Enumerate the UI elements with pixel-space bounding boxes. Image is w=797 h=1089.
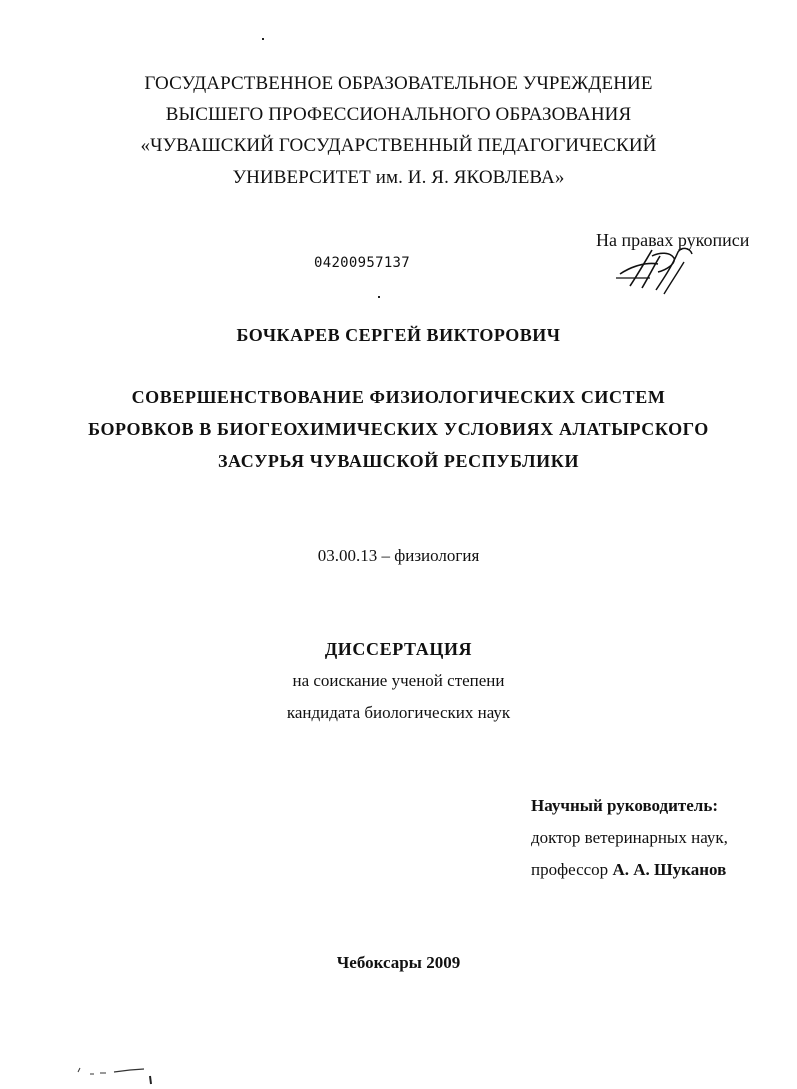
handwritten-signature <box>612 244 702 300</box>
dissertation-type: ДИССЕРТАЦИЯ <box>324 639 473 659</box>
author-name: БОЧКАРЕВ СЕРГЕЙ ВИКТОРОВИЧ <box>236 325 561 345</box>
title-line-1: СОВЕРШЕНСТВОВАНИЕ ФИЗИОЛОГИЧЕСКИХ СИСТЕМ <box>131 387 666 407</box>
archive-number: 04200957137 <box>314 255 411 271</box>
supervisor-rank: профессор <box>531 860 609 879</box>
place-and-year: Чебоксары 2009 <box>336 953 461 972</box>
title-line-2: БОРОВКОВ В БИОГЕОХИМИЧЕСКИХ УСЛОВИЯХ АЛАТЫРСКОГО <box>88 419 709 439</box>
supervisor-degree: доктор ветеринарных наук, <box>531 828 728 847</box>
institution-line-3: «ЧУВАШСКИЙ ГОСУДАРСТВЕННЫЙ ПЕДАГОГИЧЕСКИЙ <box>140 135 657 156</box>
scan-artifact <box>70 1062 170 1086</box>
institution-line-2: ВЫСШЕГО ПРОФЕССИОНАЛЬНОГО ОБРАЗОВАНИЯ <box>165 104 632 125</box>
manuscript-rights-note: На правах рукописи <box>596 230 750 250</box>
supervisor-title <box>531 860 726 880</box>
supervisor-label: Научный руководитель: <box>531 796 718 815</box>
degree-purpose: на соискание ученой степени <box>292 671 505 690</box>
institution-line-4: УНИВЕРСИТЕТ им. И. Я. ЯКОВЛЕВА» <box>232 167 565 188</box>
supervisor-name: А. А. Шуканов <box>612 860 727 879</box>
title-line-3: ЗАСУРЬЯ ЧУВАШСКОЙ РЕСПУБЛИКИ <box>217 451 580 471</box>
stray-mark <box>262 38 264 40</box>
degree-name: кандидата биологических наук <box>286 703 511 722</box>
stray-mark <box>378 296 380 298</box>
institution-line-1: ГОСУДАРСТВЕННОЕ ОБРАЗОВАТЕЛЬНОЕ УЧРЕЖДЕНИЕ <box>144 73 653 94</box>
specialty-code: 03.00.13 – физиология <box>317 546 480 565</box>
